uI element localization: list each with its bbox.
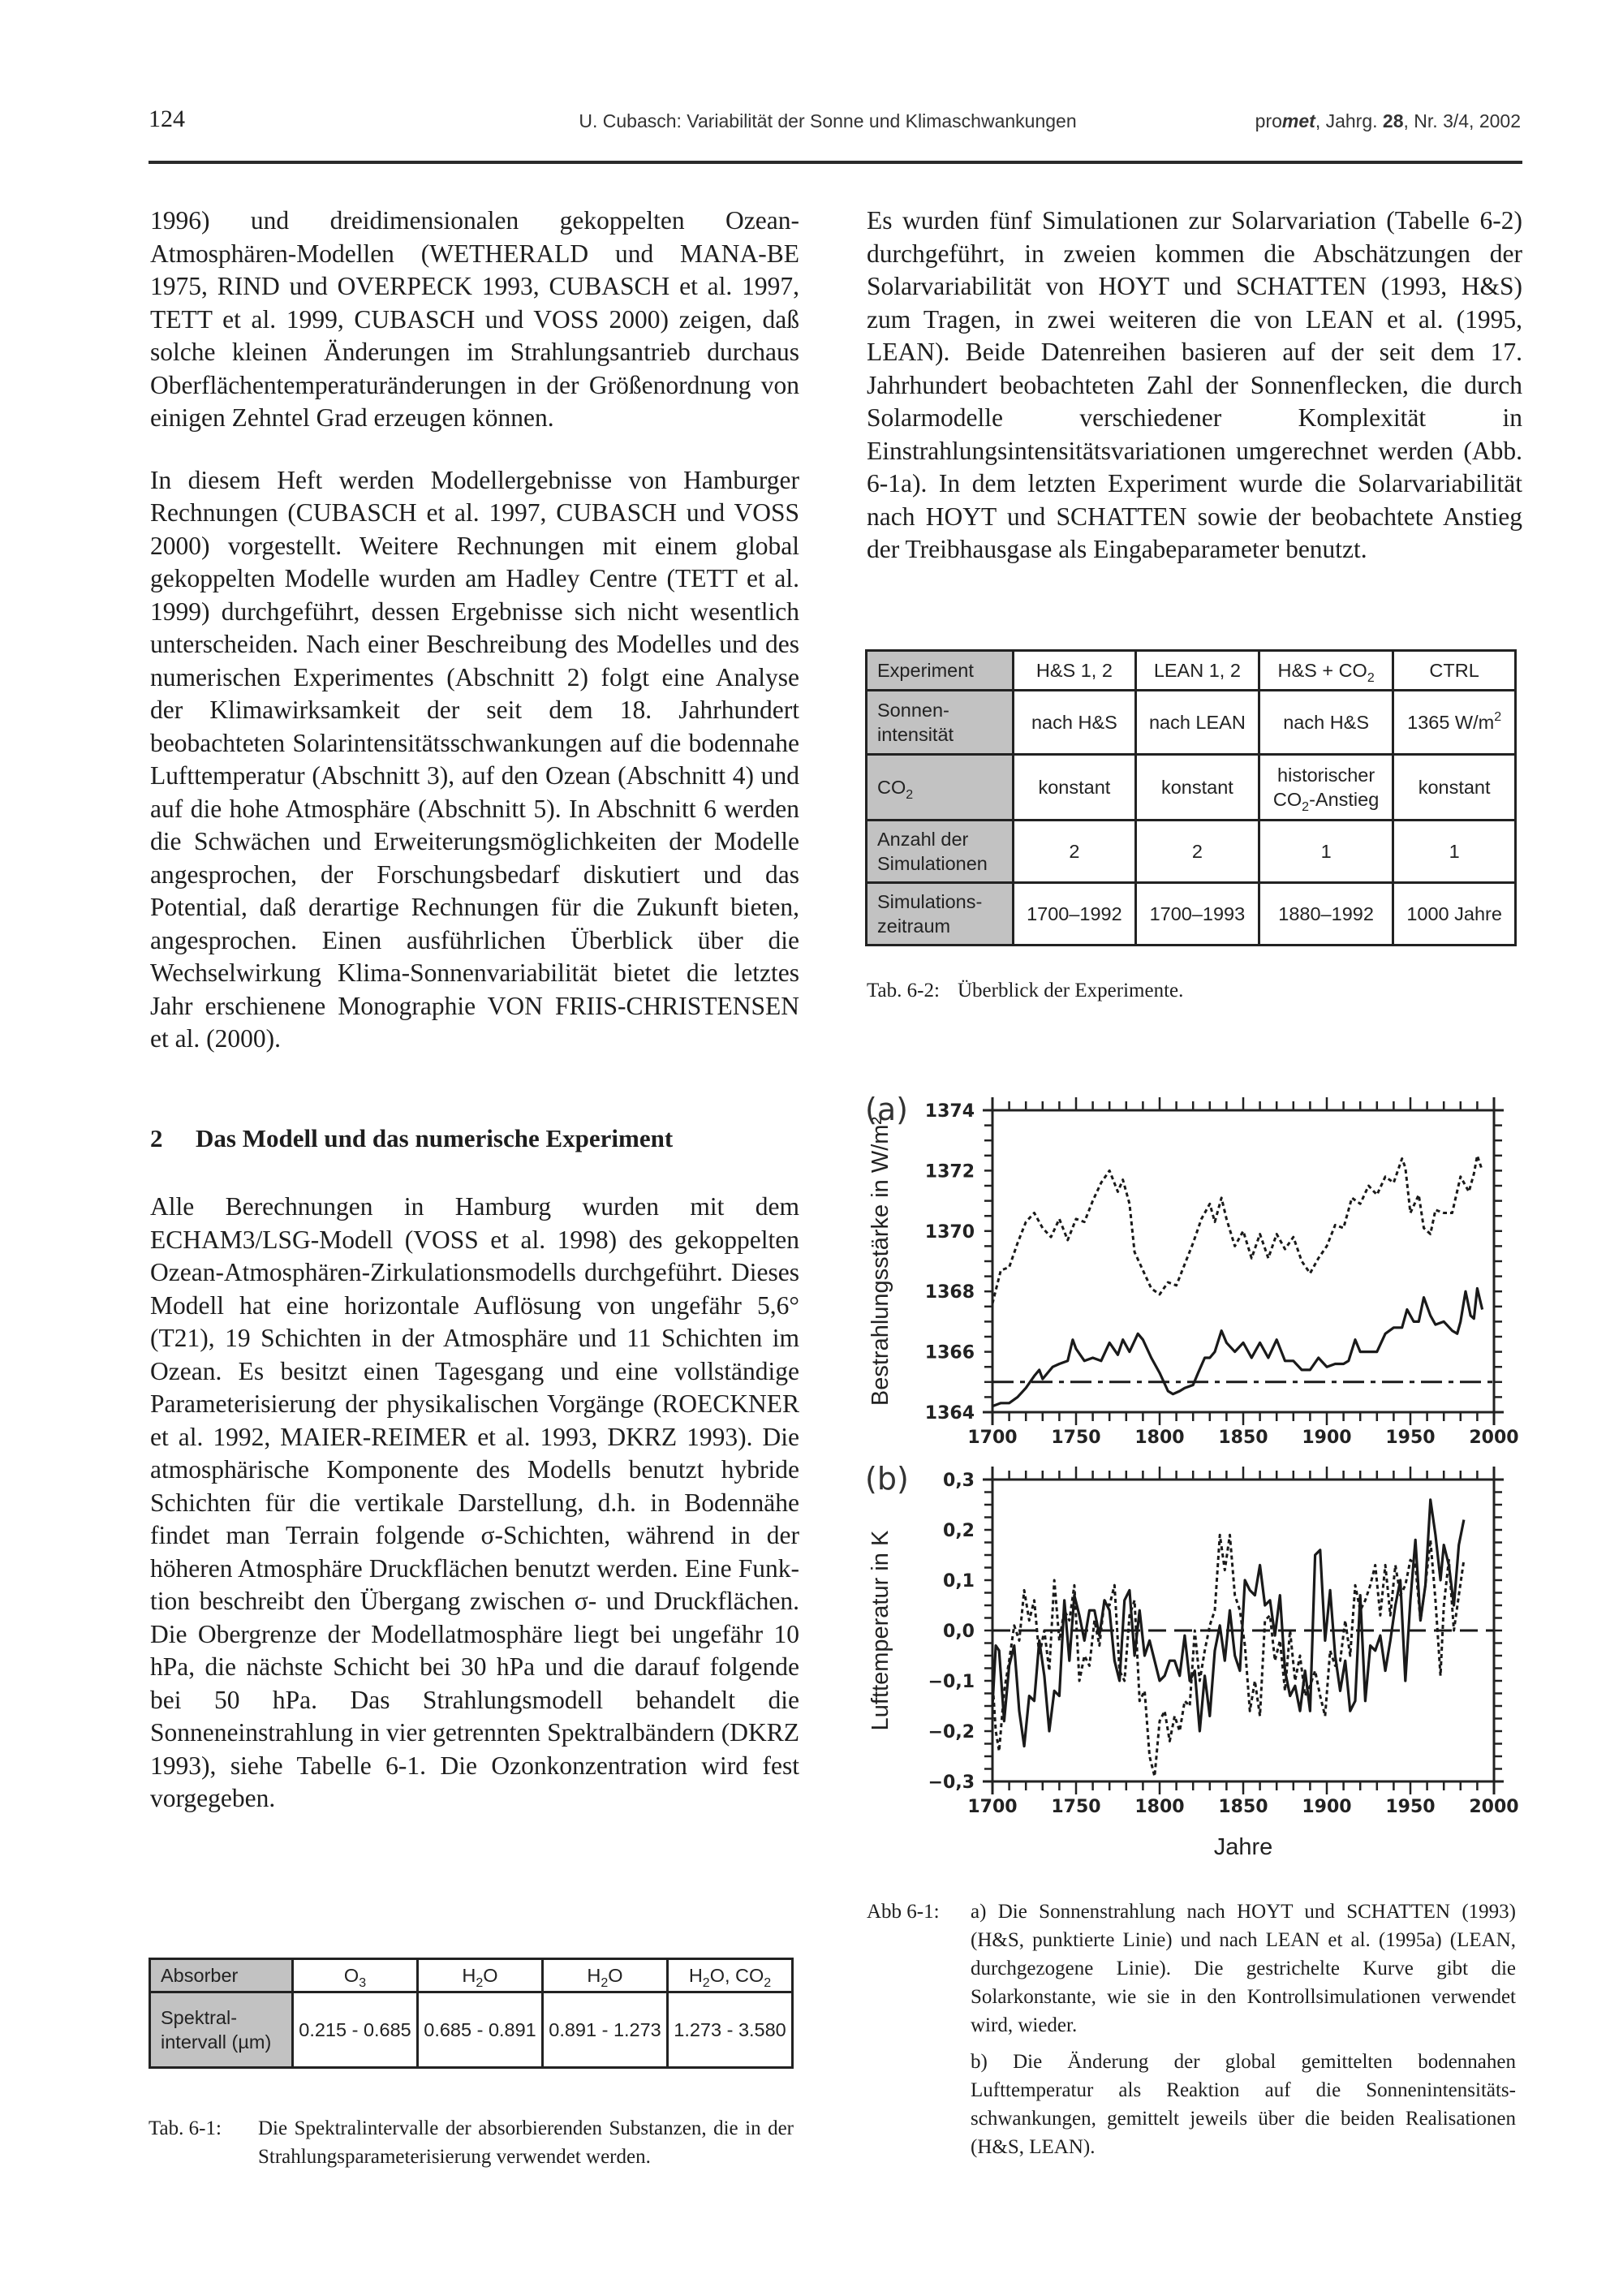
x-axis-title: Jahre xyxy=(1213,1834,1273,1860)
paragraph: 1996) und dreidimensionalen gekoppelten Ozean-Atmosphären-Modellen (WETHERALD und MANA-BE 1975, RIND und OVERPECK 1993, CUBASCH et al. 1997, TETT et al. 1999, CUBASCH und VOSS 2000) zeigen, daß solche kleinen Änderungen im Strahlungsantrieb durchaus Oberflächentemperaturänderungen in der Größenordnung von einigen Zehntel Grad erzeugen können. xyxy=(150,206,799,432)
paragraph: In diesem Heft werden Modellergebnisse von Hamburger Rechnungen (CUBASCH et al. 1997, CUBASCH und VOSS 2000) vorgestellt. Weitere Rechnungen mit einem global gekoppelten Modelle wurden am Hadley Centre (TETT et al. 1999) durchgeführt, dessen Ergebnisse sich nicht wesentlich unterscheiden. Nach einer Beschreibung des Modelles und des numerischen Experimentes (Abschnitt 2) folgt eine Analyse der Klimawirksamkeit der seit dem 18. Jahrhundert beobachteten Solarintensitätsschwankungen auf die bodennahe Lufttemperatur (Abschnitt 3), auf den Ozean (Abschnitt 4) und auf die hohe Atmosphäre (Abschnitt 5). In Abschnitt 6 werden die Schwächen und Erweiterungsmöglichkeiten der Modelle angesprochen, der Forschungsbedarf diskutiert und das Potential, daß derartige Rechnungen für die Zukunft bieten, angesprochen. Einen ausführlichen Überblick über die Wechselwirkung Klima-Sonnenvariabilität bietet die letztes Jahr erschienene Monographie VON FRIIS-CHRISTENSEN et al. (2000). xyxy=(150,465,799,1053)
table-row xyxy=(867,755,1516,821)
row-header: Spektral- intervall (µm) xyxy=(150,1992,293,2068)
table-6-1 xyxy=(149,1958,794,2069)
x-tick-label: 1700 xyxy=(967,1797,1018,1817)
x-tick-label: 1800 xyxy=(1134,1428,1185,1448)
table-cell: historischer $CO_2$-Anstieg xyxy=(1259,755,1393,821)
x-tick-label: 1950 xyxy=(1385,1797,1436,1817)
table-row xyxy=(867,691,1516,755)
absorber-cell: $O_3$ xyxy=(293,1959,418,1992)
series-hs-dotted xyxy=(992,1156,1483,1303)
interval-cell: 0.891 - 1.273 xyxy=(543,1992,668,2068)
y-tick-label: 0,1 xyxy=(943,1571,975,1592)
caption-part-b: b) Die Änderung der global gemittelten bodennahen Lufttemperatur als Reaktion auf die Sonnenintensitätsschwankungen, gemittelt jeweils über die beiden Realisationen (H&S, LEAN). xyxy=(971,2051,1516,2158)
y-tick-label: 0,2 xyxy=(943,1521,975,1541)
absorber-cell: $H_2O$ xyxy=(543,1959,668,1992)
x-tick-label: 1900 xyxy=(1302,1428,1352,1448)
x-tick-label: 2000 xyxy=(1469,1428,1519,1448)
table-cell: nach H&S xyxy=(1014,691,1136,755)
y-axis-title: Lufttemperatur in K xyxy=(867,1530,893,1731)
y-axis-title: Bestrahlungsstärke in W/m² xyxy=(867,1116,893,1406)
row-header: $CO_2$ xyxy=(867,755,1014,821)
header-rule xyxy=(149,161,1522,164)
column-header: H&S + $CO_2$ xyxy=(1259,651,1393,691)
y-tick-label: 0,3 xyxy=(943,1471,975,1491)
section-title: Das Modell und das numerische Experiment xyxy=(196,1123,674,1152)
row-header: Anzahl der Simulationen xyxy=(867,821,1014,883)
table-cell: 1365 $W/m^2$ xyxy=(1393,691,1516,755)
panel-label: (b) xyxy=(865,1461,909,1497)
panel-label: (a) xyxy=(865,1092,908,1127)
x-tick-label: 1900 xyxy=(1302,1797,1352,1817)
left-column xyxy=(150,205,799,1845)
table-row xyxy=(150,1992,793,2068)
row-header: Absorber xyxy=(150,1959,293,1992)
caption-label: Abb 6-1: xyxy=(867,1901,940,1923)
row-header: Simulations- zeitraum xyxy=(867,883,1014,946)
section-number: 2 xyxy=(150,1123,163,1152)
caption-text: Die Spektralintervalle der absorbierenden Substanzen, die in der Strahlungsparameterisierung verwendet werden. xyxy=(258,2117,794,2168)
table-cell: nach H&S xyxy=(1259,691,1393,755)
paragraph: Es wurden fünf Simulationen zur Solarvariation (Tabelle 6-2) durchgeführt, in zweien kommen die Abschätzungen der Solarvariabilität von HOYT und SCHATTEN (1993, H&S) zum Tragen, in zwei weiteren die von LEAN et al. (1995, LEAN). Beide Datenreihen basieren auf der seit dem 17. Jahrhundert beobachteten Zahl der Sonnenflecken, die durch Solarmodelle verschiedener Komplexität in Einstrahlungsintensitätsvariationen umgerechnet werden (Abb. 6-1a). In dem letzten Experiment wurde die Solarvariabilität nach HOYT und SCHATTEN sowie der beobachtete Anstieg der Treibhausgase als Eingabeparameter benutzt. xyxy=(867,206,1522,563)
x-tick-label: 1850 xyxy=(1218,1428,1268,1448)
table-6-2-caption xyxy=(867,976,1516,1005)
section-heading xyxy=(150,1122,799,1156)
absorber-cell: $H_2O$ xyxy=(418,1959,543,1992)
table-cell: 2 xyxy=(1135,821,1259,883)
table-cell: konstant xyxy=(1393,755,1516,821)
journal-suffix: , Jahrg. xyxy=(1315,110,1383,131)
chart-panel-a xyxy=(865,1092,1519,1448)
y-tick-label: 1370 xyxy=(924,1221,975,1243)
y-tick-label: −0,1 xyxy=(928,1672,975,1692)
table-row xyxy=(150,1959,793,1992)
interval-cell: 0.685 - 0.891 xyxy=(418,1992,543,2068)
column-header: LEAN 1, 2 xyxy=(1135,651,1259,691)
column-header: CTRL xyxy=(1393,651,1516,691)
table-row xyxy=(867,821,1516,883)
chart-panel-b xyxy=(865,1461,1519,1860)
column-header: H&S 1, 2 xyxy=(1014,651,1136,691)
journal-bold: met xyxy=(1281,110,1315,131)
table-row xyxy=(867,651,1516,691)
table-row xyxy=(867,883,1516,946)
caption-text: Überblick der Experimente. xyxy=(958,980,1184,1002)
caption-part-a: a) Die Sonnenstrahlung nach HOYT und SCHATTEN (1993) (H&S, punktierte Linie) und nach LEAN et al. (1995a) (LEAN, durchgezogene Linie). Die gestrichelte Kurve gibt die Solarkonstante, wie sie in den Kontrollsimulationen verwendet wird, wieder. xyxy=(971,1901,1516,2036)
y-tick-label: 1368 xyxy=(924,1282,975,1303)
x-tick-label: 1850 xyxy=(1218,1797,1268,1817)
table-cell: konstant xyxy=(1135,755,1259,821)
table-cell: 1 xyxy=(1393,821,1516,883)
x-tick-label: 1750 xyxy=(1051,1797,1101,1817)
journal-issue: , Nr. 3/4, 2002 xyxy=(1403,110,1521,131)
table-6-2 xyxy=(865,649,1517,946)
row-header: Sonnen- intensität xyxy=(867,691,1014,755)
y-tick-label: 1366 xyxy=(924,1342,975,1363)
y-tick-label: 1374 xyxy=(924,1101,975,1122)
y-tick-label: −0,3 xyxy=(928,1773,975,1793)
table-cell: konstant xyxy=(1014,755,1136,821)
table-cell: 1700–1992 xyxy=(1014,883,1136,946)
y-tick-label: 1364 xyxy=(924,1403,975,1424)
table-6-1-caption xyxy=(149,2114,794,2171)
interval-cell: 1.273 - 3.580 xyxy=(668,1992,793,2068)
series-lean-solid xyxy=(992,1500,1464,1747)
x-tick-label: 1700 xyxy=(967,1428,1018,1448)
journal-info xyxy=(1255,110,1521,132)
x-tick-label: 2000 xyxy=(1469,1797,1519,1817)
page-number: 124 xyxy=(149,106,185,132)
table-cell: nach LEAN xyxy=(1135,691,1259,755)
caption-label: Tab. 6-1: xyxy=(149,2117,222,2139)
table-cell: 1 xyxy=(1259,821,1393,883)
x-tick-label: 1750 xyxy=(1051,1428,1101,1448)
interval-cell: 0.215 - 0.685 xyxy=(293,1992,418,2068)
paragraph: Alle Berechnungen in Hamburg wurden mit dem ECHAM3/LSG-Modell (VOSS et al. 1998) des gekoppelten Ozean-Atmosphären-Zirkulationsmodells durchgeführt. Dieses Modell hat eine horizontale Auflösung von ungefähr 5,6° (T21), 19 Schichten in der Atmosphäre und 11 Schichten im Ozean. Es besitzt einen Tagesgang und eine vollständige Parameterisierung der physikalischen Vorgänge (ROECKNER et al. 1992, MAIER-REIMER et al. 1993, DKRZ 1993). Die atmosphärische Komponente des Modells benutzt hybride Schichten für die vertikale Darstellung, d.h. in Bodennähe findet man Terrain folgende σ-Schichten, während in der höheren Atmosphäre Druckflächen benutzt werden. Eine Funktion beschreibt den Übergang zwischen σ- und Druckflächen. Die Obergrenze der Modellatmosphäre liegt bei ungefähr 10 hPa, die nächste Schicht bei 30 hPa und die darauf folgende bei 50 hPa. Das Strahlungsmodell behandelt die Sonneneinstrahlung in vier getrennten Spektralbändern (DKRZ 1993), siehe Tabelle 6-1. Die Ozonkonzentration wird fest vorgegeben. xyxy=(150,1192,799,1812)
row-header: Experiment xyxy=(867,651,1014,691)
figure-6-1-caption xyxy=(867,1898,1516,2169)
table-cell: 1880–1992 xyxy=(1259,883,1393,946)
y-tick-label: −0,2 xyxy=(928,1722,975,1742)
x-tick-label: 1800 xyxy=(1134,1797,1185,1817)
absorber-cell: $H_2O$, $CO_2$ xyxy=(668,1959,793,1992)
x-tick-label: 1950 xyxy=(1385,1428,1436,1448)
journal-volume: 28 xyxy=(1382,110,1404,131)
series-lean-solid xyxy=(992,1289,1483,1406)
running-title: U. Cubasch: Variabilität der Sonne und Klimaschwankungen xyxy=(579,110,1077,131)
y-tick-label: 1372 xyxy=(924,1161,975,1182)
right-column xyxy=(867,205,1522,596)
table-cell: 1700–1993 xyxy=(1135,883,1259,946)
y-tick-label: 0,0 xyxy=(943,1622,975,1642)
table-cell: 2 xyxy=(1014,821,1136,883)
caption-label: Tab. 6-2: xyxy=(867,980,940,1002)
journal-prefix: pro xyxy=(1255,110,1282,131)
table-cell: 1000 Jahre xyxy=(1393,883,1516,946)
series-hs-dotted xyxy=(992,1535,1464,1777)
